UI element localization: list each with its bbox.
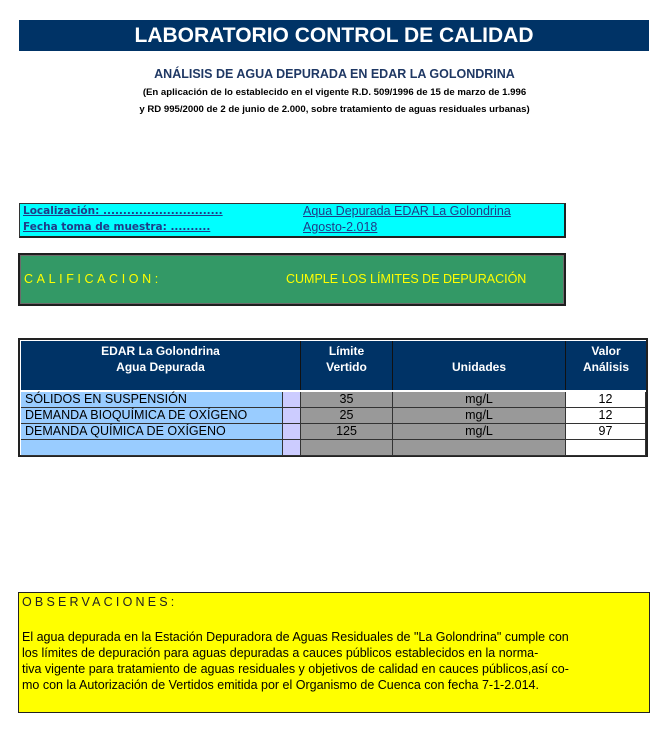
table-cell-spacer — [283, 408, 301, 424]
header-units-label: Unidades — [451, 360, 506, 374]
table-cell-spacer — [283, 440, 301, 456]
observaciones-line: los límites de depuración para aguas depuradas a cauces públicos establecidos en la norma- — [22, 646, 539, 660]
table-cell-name: DEMANDA BIOQUÍMICA DE OXÍGENO — [21, 408, 283, 424]
table-cell-limit: 25 — [301, 408, 393, 424]
report-subtitle: ANÁLISIS DE AGUA DEPURADA EN EDAR LA GOLONDRINA — [154, 67, 515, 81]
header-value-line-1: Valor — [591, 344, 621, 358]
table-cell-units: mg/L — [393, 392, 566, 408]
analysis-table — [18, 338, 648, 457]
header-units — [393, 341, 566, 390]
header-limit-line-2: Vertido — [326, 360, 367, 374]
table-cell-units: mg/L — [393, 408, 566, 424]
table-cell-name — [21, 440, 283, 456]
table-cell-units: mg/L — [393, 424, 566, 440]
table-cell-spacer — [283, 392, 301, 408]
calificacion-label: CALIFICACION: — [24, 272, 162, 286]
localizacion-label: Localización: .............................. — [23, 205, 223, 217]
table-cell-value: 97 — [566, 424, 646, 440]
localizacion-value: Aqua Depurada EDAR La Golondrina — [303, 204, 511, 218]
location-box — [19, 203, 566, 238]
observaciones-box — [18, 592, 650, 713]
table-cell-spacer — [283, 424, 301, 440]
fecha-value: Agosto-2.018 — [303, 220, 378, 234]
table-cell-limit — [301, 440, 393, 456]
table-cell-limit: 35 — [301, 392, 393, 408]
header-limit — [301, 341, 393, 390]
table-cell-units — [393, 440, 566, 456]
page-title: LABORATORIO CONTROL DE CALIDAD — [19, 20, 649, 51]
observaciones-title: OBSERVACIONES: — [22, 595, 178, 609]
header-parameter-line-1: EDAR La Golondrina — [101, 344, 220, 358]
observaciones-line: tiva vigente para tratamiento de aguas residuales y objetivos de calidad en cauces públicos,así co- — [22, 662, 569, 676]
table-cell-value: 12 — [566, 392, 646, 408]
legal-note-line-2: y RD 995/2000 de 2 de junio de 2.000, sobre tratamiento de aguas residuales urbanas) — [139, 104, 530, 115]
header-parameter — [21, 341, 301, 390]
legal-note-line-1: (En aplicación de lo establecido en el vigente R.D. 509/1996 de 15 de marzo de 1.996 — [142, 87, 527, 98]
calificacion-box — [18, 253, 566, 306]
observaciones-line: El agua depurada en la Estación Depuradora de Aguas Residuales de "La Golondrina" cumple con — [22, 630, 569, 644]
header-limit-line-1: Límite — [328, 344, 365, 358]
header-parameter-line-2: Agua Depurada — [116, 360, 205, 374]
fecha-label: Fecha toma de muestra: .......... — [23, 221, 211, 233]
table-cell-limit: 125 — [301, 424, 393, 440]
table-cell-value — [566, 440, 646, 456]
header-value — [566, 341, 646, 390]
observaciones-line: mo con la Autorización de Vertidos emitida por el Organismo de Cuenca con fecha 7-1-2.014. — [22, 678, 539, 692]
header-value-line-2: Análisis — [582, 360, 630, 374]
table-cell-value: 12 — [566, 408, 646, 424]
calificacion-value: CUMPLE LOS LÍMITES DE DEPURACIÓN — [286, 272, 527, 286]
table-cell-name: DEMANDA QUÍMICA DE OXÍGENO — [21, 424, 283, 440]
table-cell-name: SÓLIDOS EN SUSPENSIÓN — [21, 392, 283, 408]
